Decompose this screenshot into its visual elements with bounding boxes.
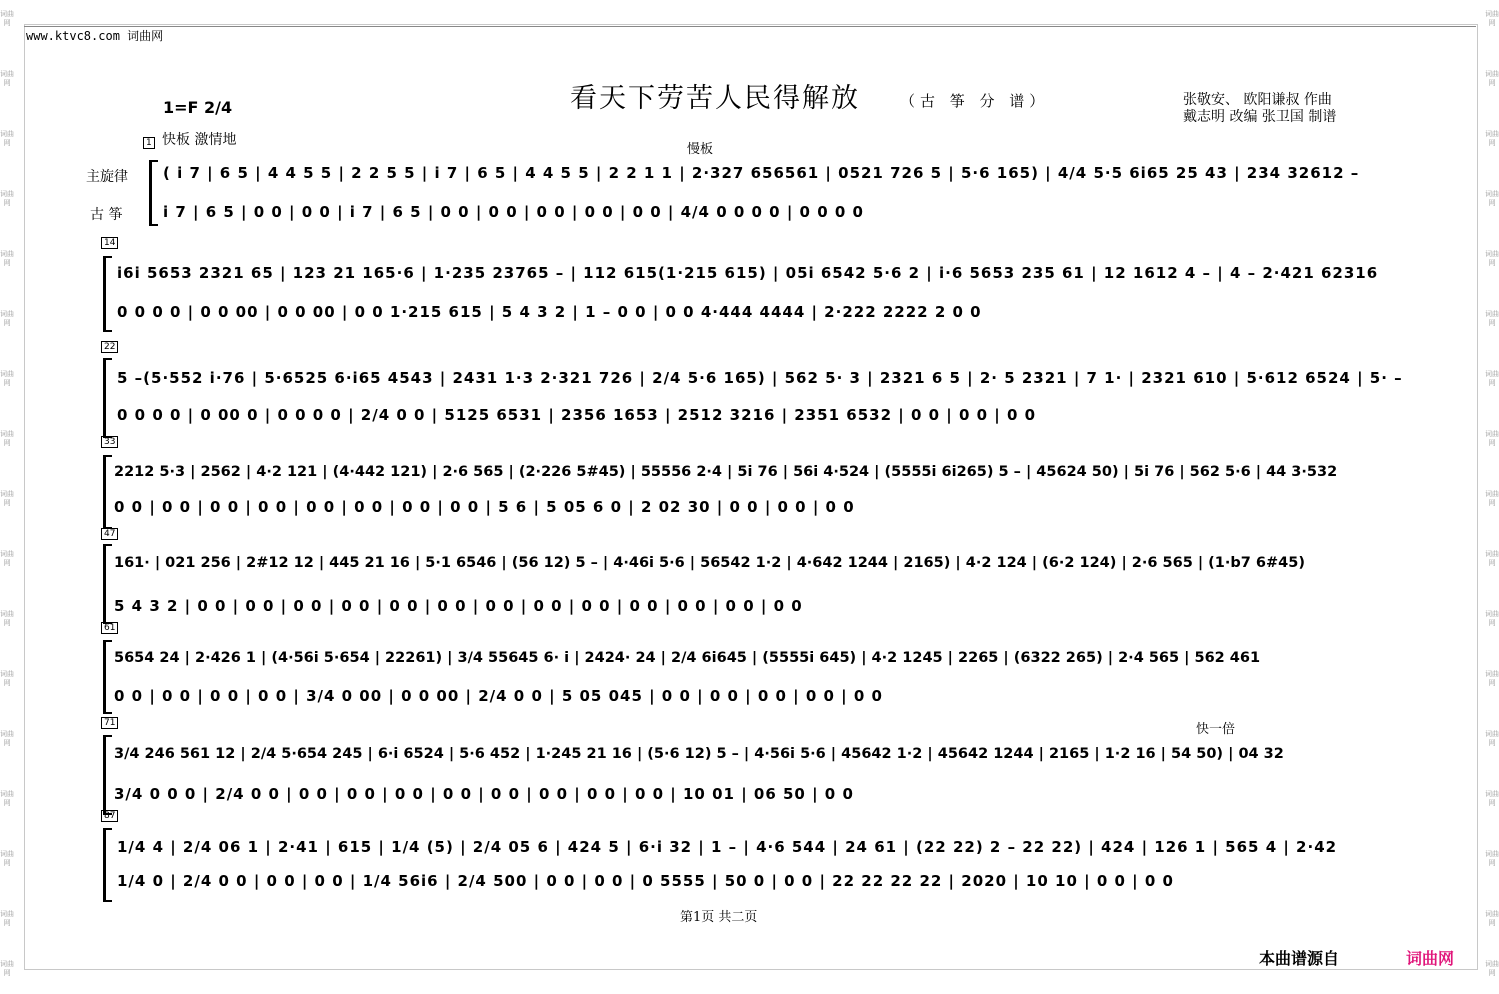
page-number: 第1页 共二页: [680, 910, 758, 925]
watermark-text: 词曲网: [1485, 10, 1499, 27]
watermark-text: 词曲网: [1485, 130, 1499, 147]
watermark-text: 词曲网: [1485, 550, 1499, 567]
watermark-text: 词曲网: [0, 550, 14, 567]
slow-tempo-marking: 慢板: [687, 142, 714, 157]
watermark-text: 词曲网: [0, 610, 14, 627]
composer-line-1: 张敬安、 欧阳谦叔 作曲: [1183, 92, 1332, 108]
watermark-text: 词曲网: [0, 790, 14, 807]
watermark-text: 词曲网: [1485, 250, 1499, 267]
measure-number: 22: [101, 341, 118, 353]
watermark-text: 词曲网: [0, 910, 14, 927]
measure-number: 61: [101, 622, 118, 634]
watermark-text: 词曲网: [0, 960, 14, 977]
system-brace: [103, 828, 112, 902]
guzheng-row: 0 0 | 0 0 | 0 0 | 0 0 | 0 0 | 0 0 | 0 0 | 0 0 | 5 6 | 5 05 6 0 | 2 02 30 | 0 0 | 0 0 | 0 0: [114, 498, 855, 516]
watermark-text: 词曲网: [0, 190, 14, 207]
watermark-text: 词曲网: [1485, 960, 1499, 977]
measure-number: 87: [101, 810, 118, 822]
system-brace: [103, 544, 112, 624]
source-label: 本曲谱源自: [1259, 949, 1340, 968]
page-title: 看天下劳苦人民得解放: [570, 83, 860, 114]
key-signature: 1=F 2/4: [163, 98, 233, 117]
watermark-text: 词曲网: [0, 250, 14, 267]
guzheng-row: 0 0 0 0 | 0 00 0 | 0 0 0 0 | 2/4 0 0 | 5125 6531 | 2356 1653 | 2512 3216 | 2351 6532 | 0 0 | 0 0 | 0 0: [117, 406, 1037, 424]
system-brace: [103, 640, 112, 714]
page-subtitle: （古 筝 分 谱）: [900, 92, 1050, 110]
watermark-text: 词曲网: [0, 10, 14, 27]
melody-row: 5654 24 | 2·426 1 | (4·56i 5·654 | 22261) | 3/4 55645 6· i | 2424· 24 | 2/4 6i645 | (5555i 645) | 4·2 1245 | 2265 | (6322 265) | 2·4 565 | 562 461: [114, 650, 1261, 666]
guzheng-row: 5 4 3 2 | 0 0 | 0 0 | 0 0 | 0 0 | 0 0 | 0 0 | 0 0 | 0 0 | 0 0 | 0 0 | 0 0 | 0 0 | 0 0: [114, 597, 803, 615]
watermark-text: 词曲网: [0, 670, 14, 687]
melody-row: ( i 7 | 6 5 | 4 4 5 5 | 2 2 5 5 | i 7 | 6 5 | 4 4 5 5 | 2 2 1 1 | 2·327 656561 | 0521 726 5 | 5·6 165) | 4/4 5·5 6i65 25 43 | 234 32612 –: [163, 164, 1360, 182]
header-rule: [24, 26, 1476, 27]
watermark-text: 词曲网: [0, 430, 14, 447]
composer-credits: [1183, 92, 1336, 126]
melody-row: 2212 5·3 | 2562 | 4·2 121 | (4·442 121) | 2·6 565 | (2·226 5#45) | 55556 2·4 | 5i 76 | 56i 4·524 | (5555i 6i265) 5 – | 45624 50) | 5i 76 | 562 5·6 | 44 3·532: [114, 464, 1338, 480]
watermark-text: 词曲网: [1485, 370, 1499, 387]
fast-tempo-marking: 快一倍: [1196, 722, 1236, 737]
measure-number: 33: [101, 436, 118, 448]
system-brace: [103, 455, 112, 529]
watermark-text: 词曲网: [0, 130, 14, 147]
melody-row: 161· | 021 256 | 2#12 12 | 445 21 16 | 5·1 6546 | (56 12) 5 – | 4·46i 5·6 | 56542 1·2 | 4·642 1244 | 2165) | 4·2 124 | (6·2 124) | 2·6 565 | (1·b7 6#45): [114, 555, 1305, 571]
guzheng-row: 0 0 0 0 | 0 0 00 | 0 0 00 | 0 0 1·215 615 | 5 4 3 2 | 1 – 0 0 | 0 0 4·444 4444 | 2·222 2222 2 0 0: [117, 303, 982, 321]
melody-row: i6i 5653 2321 65 | 123 21 165·6 | 1·235 23765 – | 112 615(1·215 615) | 05i 6542 5·6 2 | i·6 5653 235 61 | 12 1612 4 – | 4 – 2·421 62316: [117, 264, 1379, 282]
melody-row: 3/4 246 561 12 | 2/4 5·654 245 | 6·i 6524 | 5·6 452 | 1·245 21 16 | (5·6 12) 5 – | 4·56i 5·6 | 45642 1·2 | 45642 1244 | 2165 | 1·2 16 | 54 50) | 04 32: [114, 746, 1284, 762]
melody-part-label: 主旋律: [86, 169, 128, 185]
watermark-text: 词曲网: [0, 850, 14, 867]
system-brace: [149, 160, 158, 226]
guzheng-row: 0 0 | 0 0 | 0 0 | 0 0 | 3/4 0 00 | 0 0 00 | 2/4 0 0 | 5 05 045 | 0 0 | 0 0 | 0 0 | 0 0 | 0 0: [114, 687, 883, 705]
system-brace: [103, 358, 112, 438]
watermark-text: 词曲网: [1485, 730, 1499, 747]
system-brace: [103, 735, 112, 815]
melody-row: 1/4 4 | 2/4 06 1 | 2·41 | 615 | 1/4 (5) | 2/4 05 6 | 424 5 | 6·i 32 | 1 – | 4·6 544 | 24 61 | (22 22) 2 – 22 22) | 424 | 126 1 | 565 4 | 2·42: [117, 838, 1338, 856]
watermark-text: 词曲网: [1485, 190, 1499, 207]
watermark-text: 词曲网: [0, 490, 14, 507]
measure-number: 14: [101, 237, 118, 249]
watermark-text: 词曲网: [0, 310, 14, 327]
melody-row: 5 –(5·552 i·76 | 5·6525 6·i65 4543 | 2431 1·3 2·321 726 | 2/4 5·6 165) | 562 5· 3 | 2321 6 5 | 2· 5 2321 | 7 1· | 2321 610 | 5·612 6524 | 5· –: [117, 369, 1403, 387]
measure-number: 47: [101, 528, 118, 540]
watermark-text: 词曲网: [1485, 670, 1499, 687]
site-url[interactable]: www.ktvc8.com 词曲网: [26, 29, 164, 43]
watermark-text: 词曲网: [0, 730, 14, 747]
watermark-text: 词曲网: [1485, 310, 1499, 327]
guzheng-row: i 7 | 6 5 | 0 0 | 0 0 | i 7 | 6 5 | 0 0 | 0 0 | 0 0 | 0 0 | 0 0 | 4/4 0 0 0 0 | 0 0 0 0: [163, 203, 864, 221]
watermark-text: 词曲网: [1485, 850, 1499, 867]
guzheng-part-label: 古 筝: [90, 207, 123, 223]
system-brace: [103, 256, 112, 332]
guzheng-row: 3/4 0 0 0 | 2/4 0 0 | 0 0 | 0 0 | 0 0 | 0 0 | 0 0 | 0 0 | 0 0 | 0 0 | 10 01 | 06 50 | 0 0: [114, 785, 854, 803]
watermark-text: 词曲网: [1485, 490, 1499, 507]
site-logo[interactable]: 词曲网: [1406, 949, 1455, 968]
watermark-text: 词曲网: [0, 70, 14, 87]
measure-number: 1: [143, 137, 155, 149]
watermark-text: 词曲网: [1485, 910, 1499, 927]
watermark-text: 词曲网: [1485, 610, 1499, 627]
right-watermark-strip: [1485, 0, 1499, 994]
guzheng-row: 1/4 0 | 2/4 0 0 | 0 0 | 0 0 | 1/4 56i6 | 2/4 500 | 0 0 | 0 0 | 0 5555 | 50 0 | 0 0 | 22 22 22 22 | 2020 | 10 10 | 0 0 | 0 0: [117, 872, 1174, 890]
watermark-text: 词曲网: [1485, 70, 1499, 87]
watermark-text: 词曲网: [1485, 430, 1499, 447]
composer-line-2: 戴志明 改编 张卫国 制谱: [1183, 109, 1337, 125]
watermark-text: 词曲网: [1485, 790, 1499, 807]
tempo-marking: 快板 激情地: [162, 132, 237, 148]
left-watermark-strip: [0, 0, 14, 994]
measure-number: 71: [101, 717, 118, 729]
watermark-text: 词曲网: [0, 370, 14, 387]
